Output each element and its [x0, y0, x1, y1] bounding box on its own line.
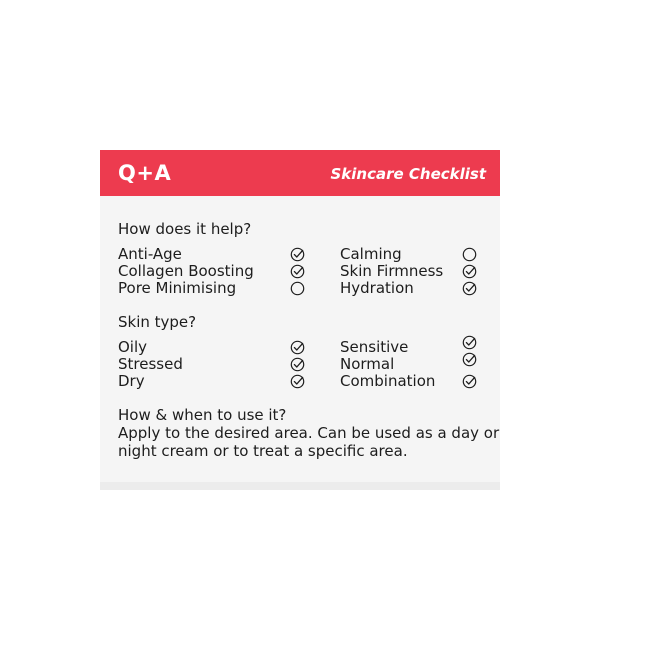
help-item: [340, 246, 480, 263]
check-circle-icon: [290, 247, 305, 262]
check-circle-icon: [462, 352, 477, 367]
product-box: [100, 150, 500, 490]
usage-section: [118, 406, 500, 460]
box-header: [100, 150, 500, 196]
usage-text-line: Apply to the desired area. Can be used as a day or: [118, 424, 500, 442]
help-item-label: Pore Minimising: [118, 279, 237, 297]
skin-item-label: Stressed: [118, 355, 183, 373]
check-circle-icon: [462, 374, 477, 389]
help-item: [340, 280, 480, 297]
skin-item-label: Sensitive: [340, 338, 409, 356]
skin-item-label: Dry: [118, 372, 145, 390]
check-circle-icon: [462, 335, 477, 350]
skin-item: [118, 356, 308, 373]
empty-circle-icon: [290, 281, 305, 296]
check-circle-icon: [462, 264, 477, 279]
brand-logo: Q+A: [118, 161, 172, 185]
skin-item: [118, 339, 308, 356]
box-bottom-edge: [100, 482, 500, 490]
skin-item: [340, 373, 480, 390]
help-item-label: Hydration: [340, 279, 414, 297]
help-item: [340, 263, 480, 280]
help-item-label: Collagen Boosting: [118, 262, 254, 280]
skin-item: [340, 356, 480, 373]
skin-item-label: Normal: [340, 355, 395, 373]
skin-item: [340, 339, 480, 356]
skin-item-label: Oily: [118, 338, 148, 356]
help-item-label: Anti-Age: [118, 245, 182, 263]
skin-item-label: Combination: [340, 372, 436, 390]
check-circle-icon: [290, 264, 305, 279]
help-item-label: Calming: [340, 245, 402, 263]
help-item: [118, 246, 308, 263]
usage-section-label: How & when to use it?: [118, 406, 287, 424]
empty-circle-icon: [462, 247, 477, 262]
check-circle-icon: [462, 281, 477, 296]
help-item: [118, 280, 308, 297]
help-section-label: How does it help?: [118, 220, 252, 238]
usage-text-line: night cream or to treat a specific area.: [118, 442, 408, 460]
help-item: [118, 263, 308, 280]
skin-section-label: Skin type?: [118, 313, 197, 331]
help-item-label: Skin Firmness: [340, 262, 444, 280]
checklist-title: Skincare Checklist: [330, 165, 486, 183]
check-circle-icon: [290, 374, 305, 389]
check-circle-icon: [290, 340, 305, 355]
check-circle-icon: [290, 357, 305, 372]
skin-item: [118, 373, 308, 390]
